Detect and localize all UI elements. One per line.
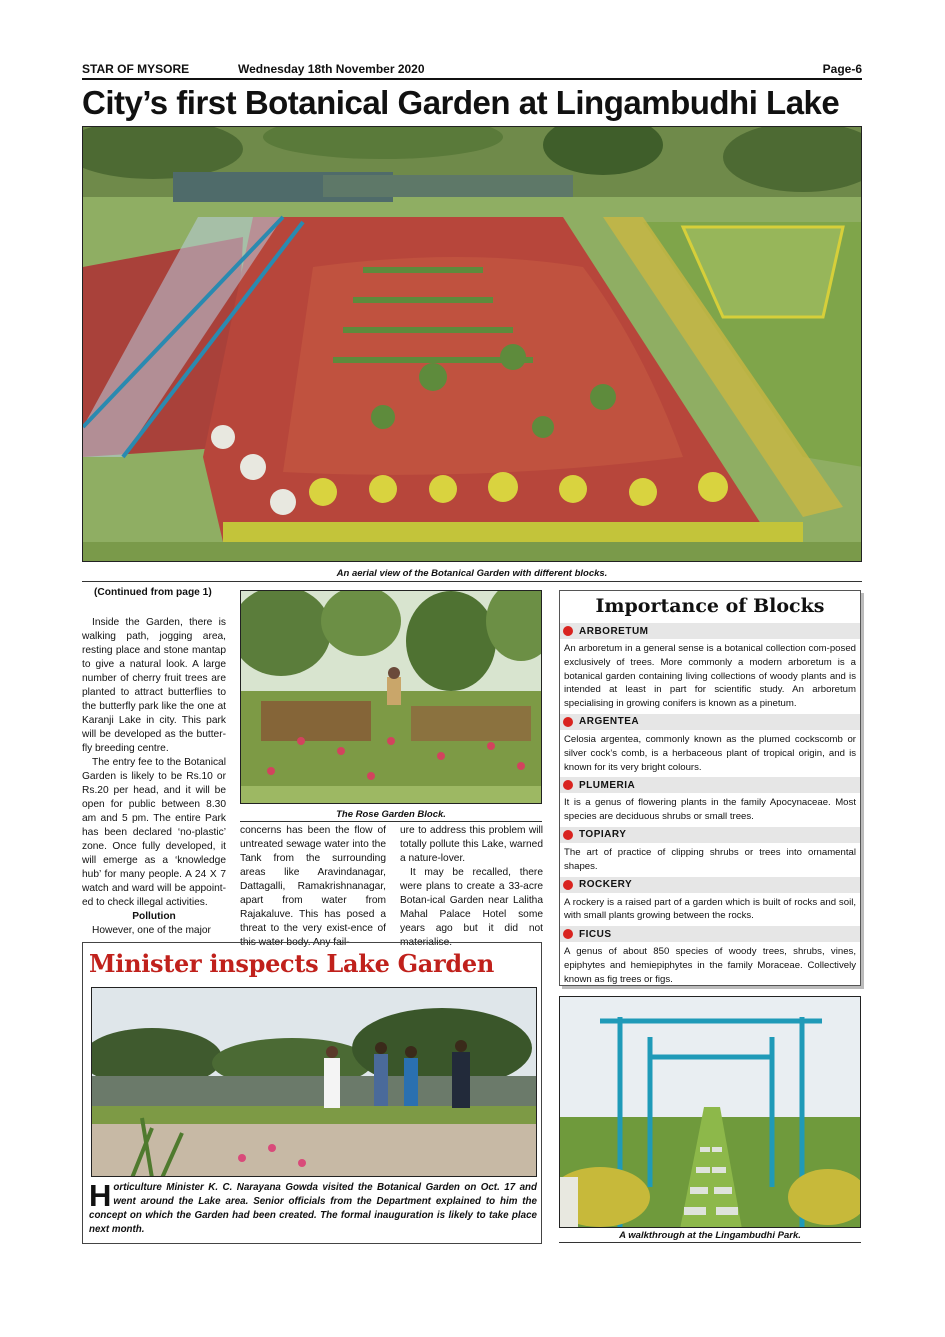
headline: City’s first Botanical Garden at Lingambudhi Lake (82, 84, 840, 121)
article-column-3 (400, 824, 543, 950)
walkthrough-photo-caption: A walkthrough at the Lingambudhi Park. (619, 1230, 801, 1241)
walkthrough-caption-rule (559, 1242, 861, 1243)
article-column-1 (82, 586, 226, 938)
subheading-pollution: Pollution (132, 911, 176, 922)
article-paragraph: Inside the Garden, there is walking path, jogging area, resting place and stone mantap to give a natural look. A large number of cherry fruit trees are planted to attract butterflies to the butterfly park like the one at Karanji Lake in city. This park will be developed as the butter-fly breeding centre. (82, 617, 226, 754)
rose-caption-rule (240, 821, 542, 822)
bullet-dot-icon (563, 717, 573, 727)
block-heading: ARBORETUM (560, 623, 860, 639)
block-heading: PLUMERIA (560, 777, 860, 793)
article-paragraph: It may be recalled, there were plans to create a 33-acre Botan-ical Garden near Lalitha Mahal Palace Hotel some years ago but it did not materialise. (400, 867, 543, 948)
article-paragraph: However, one of the major (92, 925, 211, 936)
page-header (82, 60, 862, 80)
newspaper-name: STAR OF MYSORE (82, 62, 190, 76)
bullet-dot-icon (563, 830, 573, 840)
block-description: A genus of about 850 species of woody trees, shrubs, vines, epiphytes and hemiepiphytes in the family Moraceae. Collectively known as fig trees or figs. (564, 946, 856, 985)
issue-date: Wednesday 18th November 2020 (238, 62, 425, 76)
block-description: It is a genus of flowering plants in the family Apocynaceae. Most species are deciduous shrubs or small trees. (564, 797, 856, 823)
header-rule (82, 78, 862, 80)
drop-cap: H (89, 1178, 112, 1213)
minister-story-box (82, 942, 542, 1244)
importance-of-blocks-box (559, 590, 861, 986)
block-heading: ROCKERY (560, 877, 860, 893)
walkthrough-photo (559, 996, 861, 1228)
bullet-dot-icon (563, 929, 573, 939)
minister-visit-photo (91, 987, 537, 1177)
minister-story-text: Horticulture Minister K. C. Narayana Gowda visited the Botanical Garden on Oct. 17 and went around the Lake area. Senior officials from the Department explained to him the concept on which the Garden had been created. The formal inauguration is likely to take place next month. (89, 1178, 537, 1235)
bullet-dot-icon (563, 626, 573, 636)
block-heading: ARGENTEA (560, 714, 860, 730)
article-paragraph: ure to address this problem will totally pollute this Lake, warned a nature-lover. (400, 825, 543, 864)
block-description: An arboretum in a general sense is a botanical collection com-posed exclusively of trees. More commonly a modern arboretum is a botanical garden containing living collections of woody plants and is intended at least in part for scientific study. An arboretum specialising in growing conifers is known as a pinetum. (564, 643, 856, 710)
minister-story-title: Minister inspects Lake Garden (89, 949, 494, 978)
article-column-2 (240, 824, 386, 950)
box-title: Importance of Blocks (595, 595, 825, 617)
bullet-dot-icon (563, 880, 573, 890)
aerial-garden-photo (82, 126, 862, 562)
block-description: The art of practice of clipping shrubs or trees into ornamental shapes. (564, 846, 856, 872)
rose-photo-caption: The Rose Garden Block. (336, 809, 446, 820)
article-paragraph: The entry fee to the Botanical Garden is likely to be Rs.10 or Rs.20 per head, and it will be open for public between 8.30 am and 5 pm. The entire Park has been declared ‘no-plastic’ zone. Once fully developed, it will emerge as a ‘knowledge hub’ for many people. A 24 X 7 watch and ward will be appoint-ed to check illegal activities. (82, 757, 226, 908)
block-description: Celosia argentea, commonly known as the plumed cockscomb or silver cock’s comb, is a herbaceous plant of tropical origin, and is known for its very bright colours. (564, 733, 856, 773)
page-number: Page-6 (822, 62, 862, 76)
block-heading: FICUS (560, 926, 860, 942)
continued-note: (Continued from page 1) (94, 587, 212, 598)
rose-garden-photo (240, 590, 542, 804)
aerial-photo-caption: An aerial view of the Botanical Garden with different blocks. (336, 568, 608, 579)
block-description: A rockery is a raised part of a garden which is built of rocks and soil, with small plants growing between the rocks. (564, 896, 856, 922)
article-paragraph: concerns has been the flow of untreated sewage water into the Tank from the surrounding areas like Aravindanagar, Dattagalli, Ramakrishnanagar, apart from water from Rajakaluve. This has posed a threat to the very exist-ence of this water body. Any fail- (240, 825, 386, 948)
bullet-dot-icon (563, 780, 573, 790)
caption-rule (82, 581, 862, 582)
block-heading: TOPIARY (560, 827, 860, 843)
